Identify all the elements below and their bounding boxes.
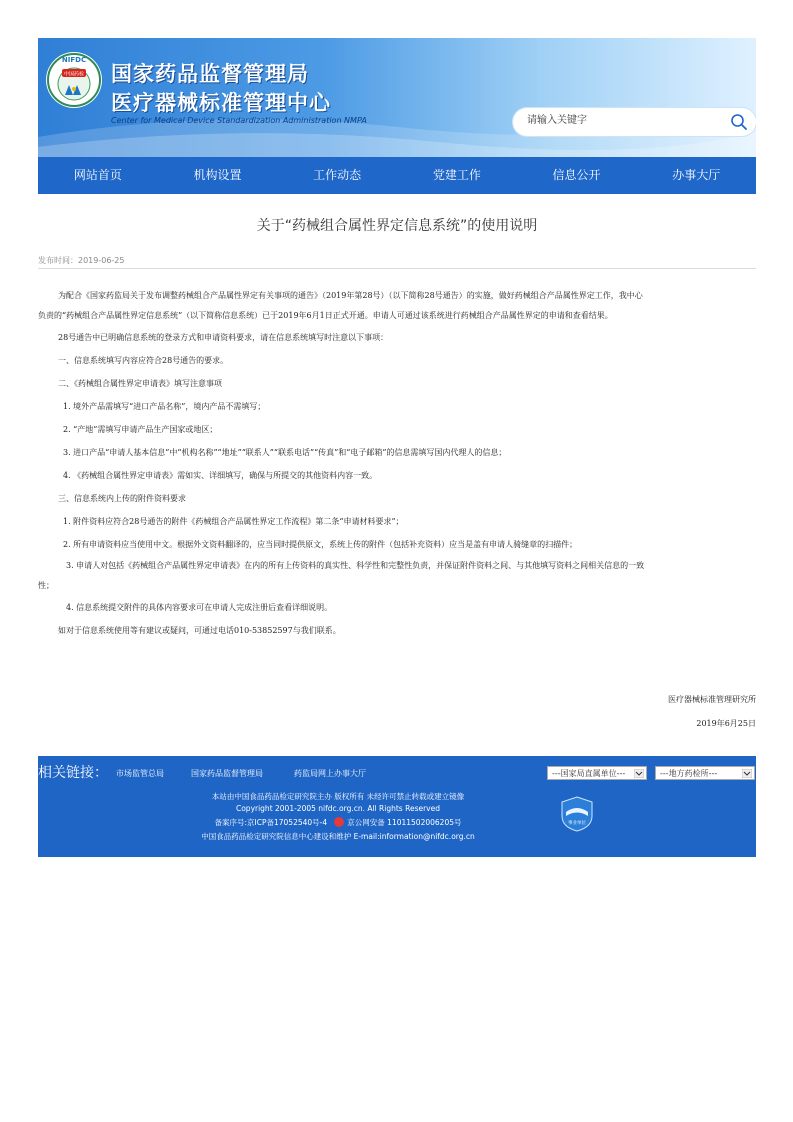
- link-online-service[interactable]: 药监局网上办事大厅: [294, 769, 366, 778]
- item-3-1: 1. 附件资料应符合28号通告的附件《药械组合产品属性界定工作流程》第二条“申请材料要求”；: [63, 517, 404, 526]
- search-box: [513, 108, 756, 136]
- nav-work-news[interactable]: 工作动态: [313, 168, 362, 182]
- paragraph-notice: 28号通告中已明确信息系统的登录方式和申请资料要求，请在信息系统填写时注意以下事项：: [58, 333, 389, 342]
- item-2-1: 1. 境外产品需填写“进口产品名称”，境内产品不需填写；: [63, 402, 266, 411]
- direct-units-select[interactable]: [547, 766, 647, 780]
- public-institution-badge-icon[interactable]: [560, 796, 594, 832]
- nav-home[interactable]: 网站首页: [73, 168, 122, 182]
- item-2: 二、《药械组合属性界定申请表》填写注意事项: [58, 379, 222, 388]
- police-badge-icon: [334, 817, 344, 827]
- nav-service-hall[interactable]: 办事大厅: [672, 168, 721, 182]
- title-divider: [38, 268, 756, 269]
- police-record[interactable]: 京公网安备 11011502006205号: [347, 818, 462, 827]
- direct-units-select-value: ---国家局直属单位---: [552, 769, 626, 778]
- chevron-down-icon: [634, 769, 644, 778]
- signature-org: 医疗器械标准管理研究所: [668, 695, 756, 704]
- item-3-3-cont: 性；: [38, 581, 54, 590]
- item-2-4: 4. 《药械组合属性界定申请表》需如实、详细填写，确保与所提交的其他资料内容一致。: [63, 471, 378, 480]
- site-subtitle-en: Center for Medical Device Standardization Administration NMPA: [111, 116, 367, 125]
- item-3-3: 3. 申请人对包括《药械组合产品属性界定申请表》在内的所有上传资料的真实性、科学性和完整性负责，并保证附件资料之间、与其他填写资料之间相关信息的一致: [66, 561, 645, 570]
- paragraph-intro-cont: 负责的“药械组合产品属性界定信息系统”（以下简称信息系统）已于2019年6月1日正式开通。申请人可通过该系统进行药械组合产品属性界定的申请和查看结果。: [38, 311, 613, 320]
- nav-info-disclosure[interactable]: 信息公开: [552, 168, 601, 182]
- logo-text: NIFDC: [61, 56, 87, 64]
- nav-party-work[interactable]: 党建工作: [432, 168, 481, 182]
- publish-date: 发布时间：2019-06-25: [38, 256, 125, 265]
- footer-copyright: Copyright 2001-2005 nifdc.org.cn. All Rights Reserved: [235, 804, 440, 813]
- search-icon[interactable]: [730, 113, 748, 131]
- local-institutes-select-value: ---地方药检所---: [660, 769, 718, 778]
- item-2-3: 3. 进口产品“申请人基本信息”中“机构名称”“地址”“联系人”“联系电话”“传真”和“电子邮箱”的信息需填写国内代理人的信息；: [63, 448, 507, 457]
- search-input[interactable]: [525, 114, 729, 127]
- signature-date: 2019年6月25日: [696, 719, 756, 728]
- nav-organization[interactable]: 机构设置: [193, 168, 242, 182]
- item-3-4: 4. 信息系统提交附件的具体内容要求可在申请人完成注册后查看详细说明。: [66, 603, 333, 612]
- main-nav: [38, 157, 756, 194]
- item-3: 三、信息系统内上传的附件资料要求: [58, 494, 186, 503]
- paragraph-contact: 如对于信息系统使用等有建议或疑问，可通过电话010-53852597与我们联系。: [58, 626, 341, 635]
- site-header: [38, 38, 756, 157]
- footer-maintenance: 中国食品药品检定研究院信息中心建设和维护 E-mail:information@nifdc.org.cn: [201, 832, 475, 841]
- paragraph-intro: 为配合《国家药监局关于发布调整药械组合产品属性界定有关事项的通告》（2019年第28号）（以下简称28号通告）的实施，做好药械组合产品属性界定工作，我中心: [58, 291, 643, 300]
- related-links-label: 相关链接：: [38, 765, 108, 781]
- footer-host-line: 本站由中国食品药品检定研究院主办 版权所有 未经许可禁止转载或建立镜像: [211, 792, 465, 801]
- link-nmpa[interactable]: 国家药品监督管理局: [191, 769, 263, 778]
- nifdc-logo[interactable]: [45, 51, 103, 109]
- local-institutes-select[interactable]: [655, 766, 755, 780]
- footer-icp-row: [38, 817, 638, 828]
- link-samr[interactable]: 市场监管总局: [116, 769, 164, 778]
- article-title: 关于“药械组合属性界定信息系统”的使用说明: [256, 218, 538, 234]
- site-footer: [38, 756, 756, 857]
- item-1: 一、信息系统填写内容应符合28号通告的要求。: [58, 356, 229, 365]
- item-2-2: 2. “产地”需填写申请产品生产国家或地区；: [63, 425, 218, 434]
- logo-sub-text: 中国药检: [63, 71, 85, 78]
- site-title-line1: 国家药品监督管理局: [111, 62, 309, 86]
- icp-record[interactable]: 备案序号:京ICP备17052540号-4: [214, 818, 328, 827]
- article-body: [38, 286, 756, 642]
- chevron-down-icon: [742, 769, 752, 778]
- item-3-2: 2. 所有申请资料应当使用中文。根据外文资料翻译的，应当同时提供原文，系统上传的附件（包括补充资料）应当是盖有申请人骑缝章的扫描件；: [63, 540, 578, 549]
- site-title-line2: 医疗器械标准管理中心: [111, 91, 331, 115]
- badge-text: 事业单位: [568, 821, 586, 826]
